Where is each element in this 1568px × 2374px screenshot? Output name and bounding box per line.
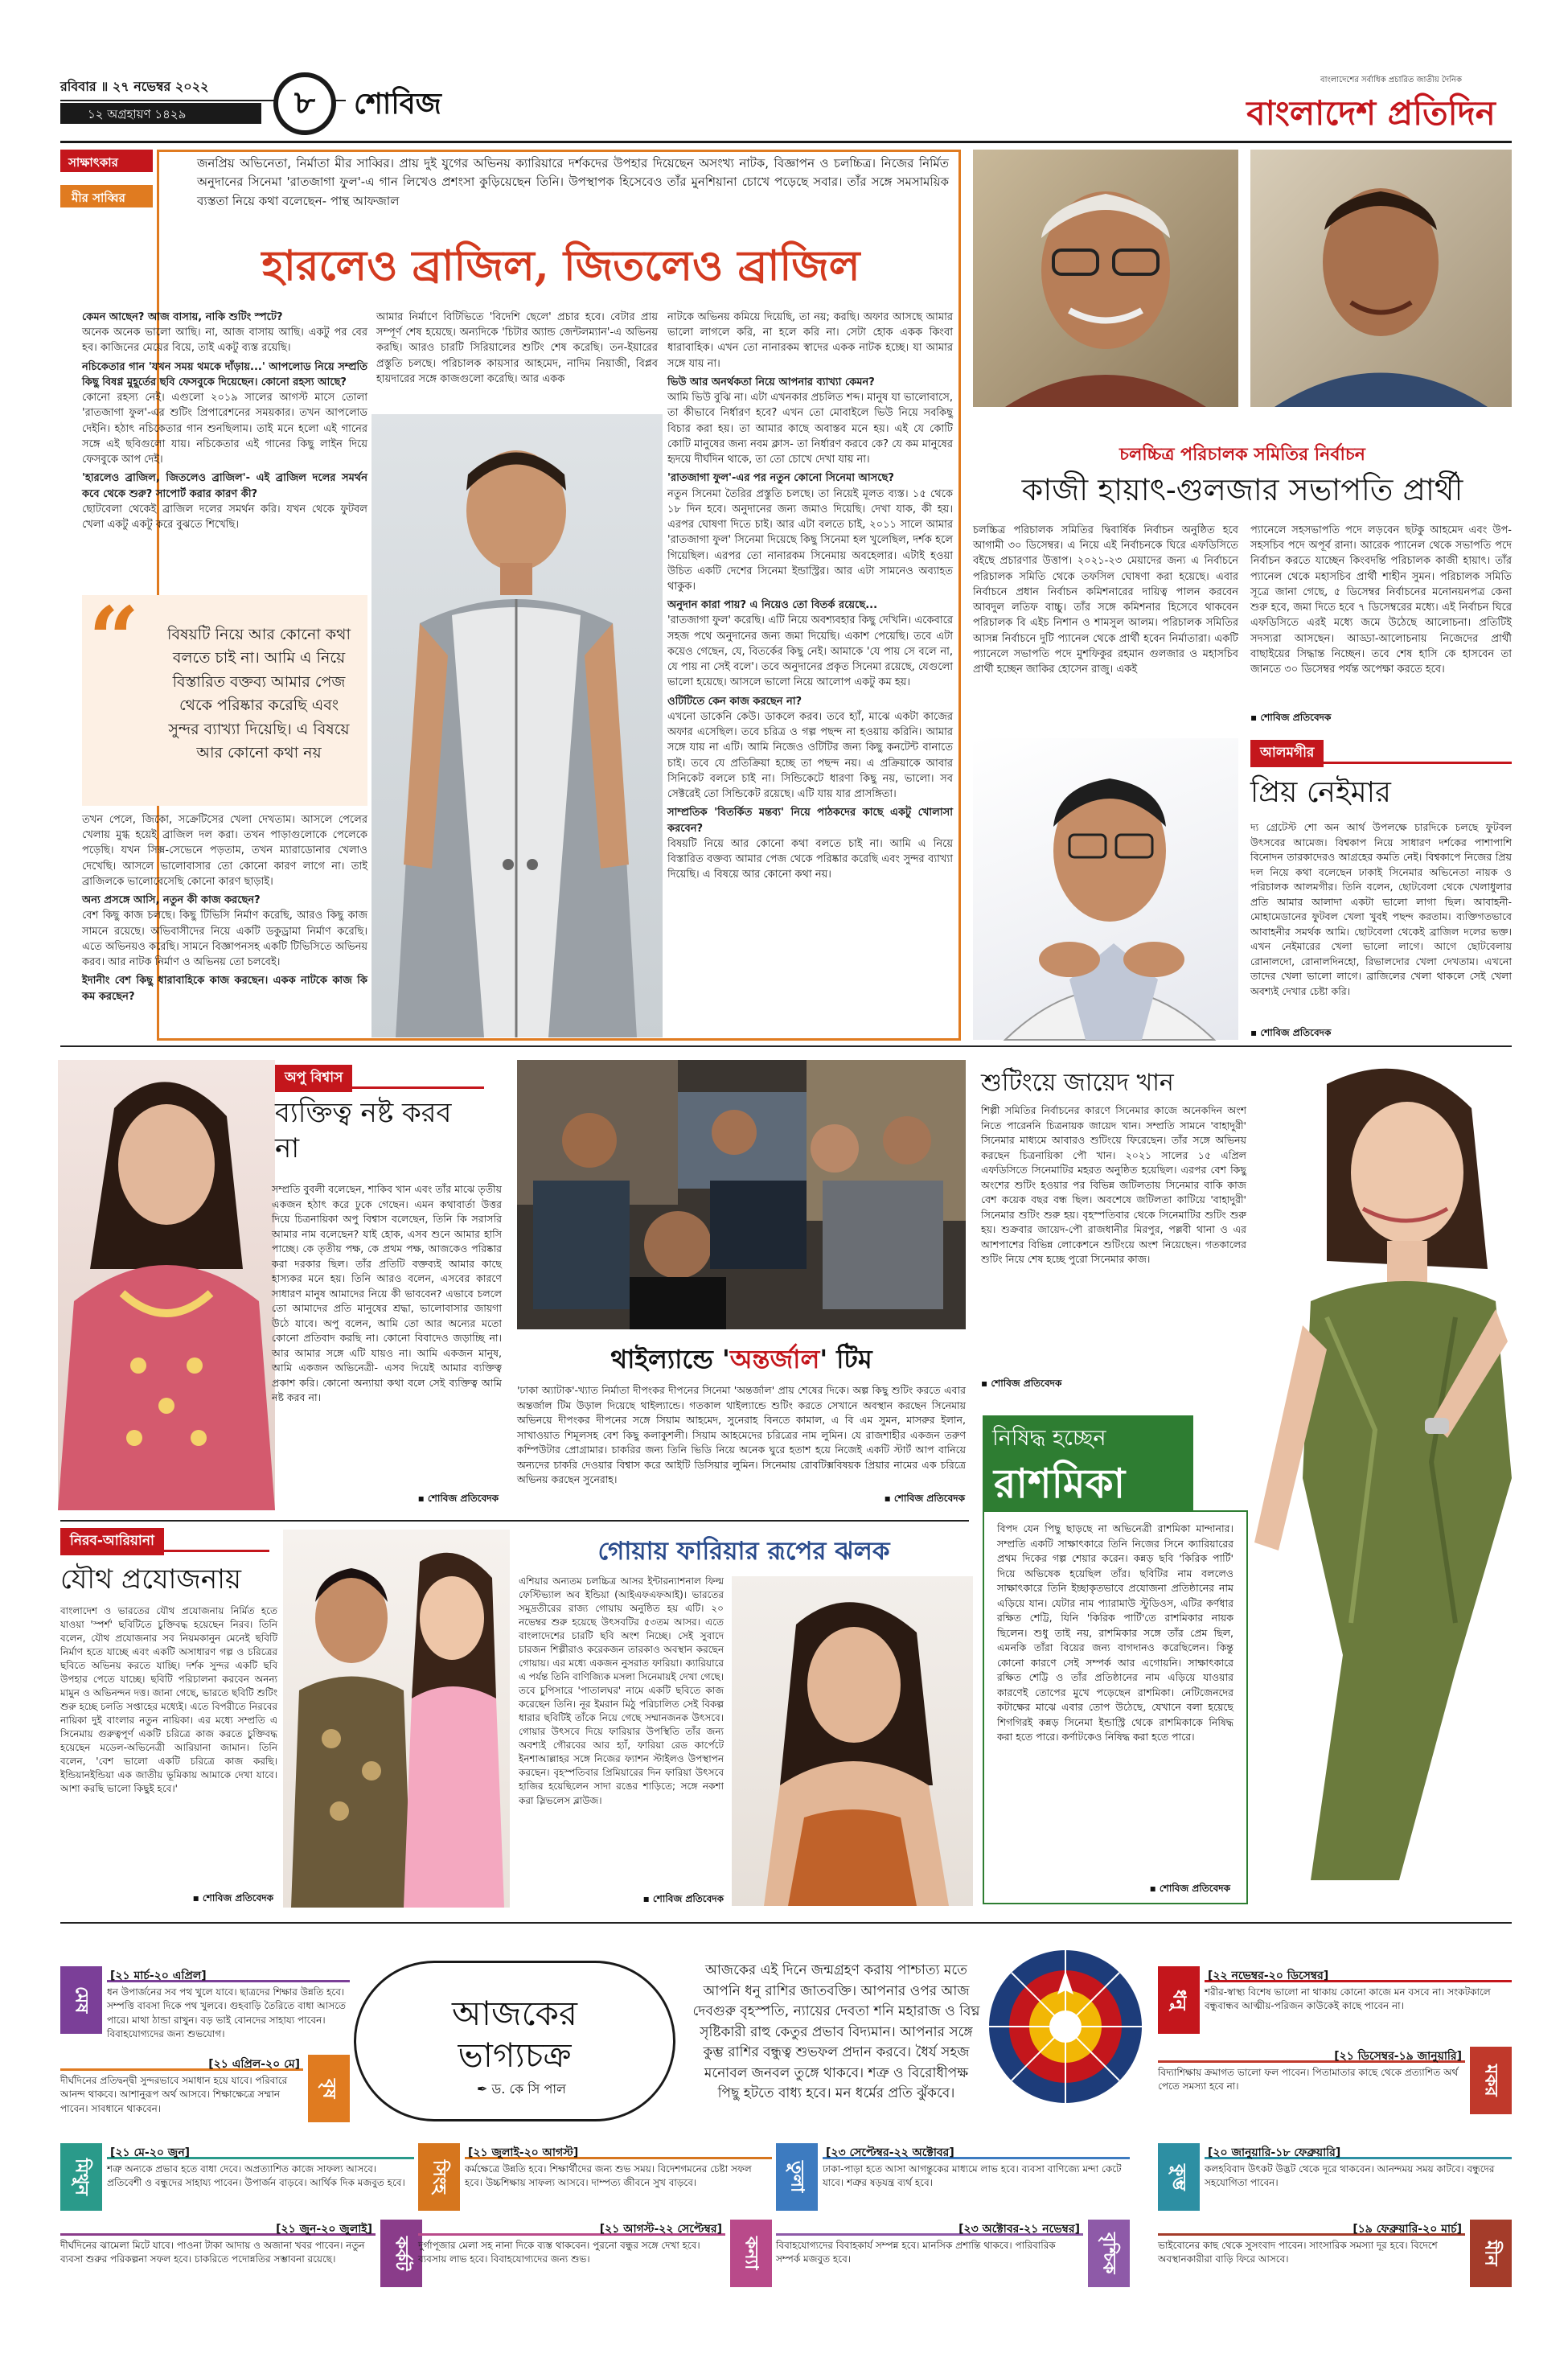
election-col2: প্যানেলে সহসভাপতি পদে লড়বেন ছটকু আহমেদ এবং উপ-সহসচিব পদে অপূর্ব রানা। আরেক প্যানেল থেকে সভাপতি পদে নির্বাচন করতে যাচ্ছেন কিংবদন্তি পরিচালক কাজী হায়াৎ। তাঁর প্যানেল থেকে মহাসচিব প্রার্থী শাহীন সুমন। পরিচালক সমিতি সূত্রে জানা গেছে, ৫ ডিসেম্বর নির্বাচনের মনোনয়নপত্র কেনা শুরু হবে, জমা দিতে হবে ৭ ডিসেম্বরের মধ্যে। এই নির্বাচন ঘিরে এফডিসিতে এরই মধ্যে জমে উঠেছে আলোচনা। প্রতিটিই সদস্যরা আসছেন। আড্ডা-আলোচনায় নিজেদের প্রার্থী বাছাইয়ের সিদ্ধান্ত নিচ্ছেন। তবে শেষ হাসি কে হাসবেন তা জানতে ৩০ ডিসেম্বর পর্যন্ত অপেক্ষা করতে হবে। [1250,524,1512,676]
zodiac-sign-date: [১৯ ফেব্রুয়ারি-২০ মার্চ] [1158,2220,1465,2236]
zodiac-sign-date: [২১ মে-২০ জুন] [107,2143,414,2159]
zodiac-sign-date: [২১ মার্চ-২০ এপ্রিল] [107,1966,350,1982]
zodiac-row [776,2220,1130,2290]
question: 'হারলেও ব্রাজিল, জিতলেও ব্রাজিল'- এই ব্রাজিল দলের সমর্থন কবে থেকে শুরু? সাপোর্ট করার কারণ কী? [82,472,367,500]
nirob-body: বাংলাদেশ ও ভারতের যৌথ প্রযোজনায় নির্মিত হতে যাওয়া 'স্পর্শ' ছবিটিতে চুক্তিবদ্ধ হয়েছেন নিরব। তিনি বলেন, যৌথ প্রযোজনার সব নিয়মকানুন মেনেই ছবিটি নির্মাণ হতে যাচ্ছে এবং একটি অসাধারণ গল্প ও চরিত্রের ছবিতে অভিনয় করতে যাচ্ছি। দর্শক সুন্দর একটি ছবি উপহার পেতে যাচ্ছে। ছবিটি পরিচালনা করবেন অনন্য মামুন ও অভিনন্দন দত্ত। জানা গেছে, ভারতে ছবিটি শুটিং শুরু হচ্ছে চলতি সপ্তাহের মধ্যেই। এতে বিপরীতে নিরবের নায়িকা দুই বাংলার নতুন নায়িকা। এর মধ্যে সম্প্রতি এ সিনেমায় গুরুত্বপূর্ণ একটি চরিত্রে কাজ করতে চুক্তিবদ্ধ হয়েছেন মডেল-অভিনেত্রী আরিয়ানা জামান। তিনি বলেন, 'বেশ ভালো একটি চরিত্রে কাজ করছি। ইন্ডিয়ানইন্ডিয়া এক জাতীয় ভূমিকায় আমাকে দেখা যাবে। আশা করছি ভালো কিছুই হবে।' [60,1605,277,1795]
zodiac-sign-name: ধনু [1158,1966,1200,2034]
zodiac-row [60,2055,350,2126]
zodiac-row [1158,1966,1512,2037]
section-divider [60,1045,1512,1047]
zodiac-sign-date: [২১ আগস্ট-২২ সেপ্টেম্বর] [418,2220,725,2236]
answer: তখন পেলে, জিকো, সক্রেটিসের খেলা দেখতাম। আসলে পেলের খেলায় মুগ্ধ হয়েই ব্রাজিল দল করা। তখন পাড়াগুলোকে পেলেকে পড়েছি। যখন সিক্স-সেভেনে পড়তাম, তখন ম্যারাডোনার খেলাও দেখেছি। আসলে ভালোবাসার তো কোনো কারণ লাগে না। তাই ব্রাজিলকে ভালোবেসেছি কোনো কারণ ছাড়াই। [82,814,367,888]
horoscope-intro: আজকের এই দিনে জন্মগ্রহণ করায় পাশ্চাত্য মতে আপনি ধনু রাশির জাতবক্তি। আপনার ওপর আজ দেবগুরু বৃহস্পতি, ন্যায়ের দেবতা শনি মহারাজ ও বিঘ্ন সৃষ্টিকারী রাহু কেতুর প্রভাব বিদ্যমান। আপনার সঙ্গে কুম্ভ রাশির বন্ধুত্ব শুভফল প্রদান করবে। ধৈর্য সহজ মনোবল জনবল তুঙ্গে থাকবে। শত্রু ও বিরোধীপক্ষ পিছু হটতে বাধ্য হবে। মন ধর্মের প্রতি ঝুঁকবে। [692,1962,980,2101]
interview-col3 [667,310,953,1037]
headline-part: ' টিম [819,1344,872,1374]
answer: এখনো ডাকেনি কেউ। ডাকলে করব। তবে হ্যাঁ, মাঝে একটা কাজের অফার এসেছিল। তবে চরিত্র ও গল্প পছন্দ না হওয়ায় করিনি। আমার সঙ্গে যায় না এটি। আমি নিজেও ওটিটির জন্য কিছু কনটেন্ট বানাতে চাই। তবে যে প্রতিক্রিয়া হচ্ছে তা পছন্দ নয়। এ প্রক্রিয়াকে আবার সিনিকেট বললে চাই না। সিন্ডিকেটে ধারণা কিছু নয়, ভালো। সব সেক্টরেই তো সিন্ডিকেট রয়েছে। এটি যায় যার প্রাসঙ্গিতা। [667,710,953,801]
zodiac-sign-text: বিবাহযোগ্যদের বিবাহকার্য সম্পন্ন হবে। মানসিক প্রশান্তি থাকবে। পারিবারিক সম্পর্ক মজবুত হবে। [776,2240,1056,2265]
faria-photo [732,1576,973,1906]
credit-text: শোবিজ প্রতিবেদক [991,1378,1062,1389]
apu-tag: অপু বিশ্বাস [275,1065,352,1092]
zodiac-sign-text: দীর্ঘদিনের ঝামেলা মিটে যাবে। পাওনা টাকা আদায় ও অজানা খবর পাবেন। নতুন ব্যবসা শুরুর পরিকল্পনা সফল হবে। চাকরিতে পদোন্নতির সম্ভাবনা রয়েছে। [60,2240,365,2265]
zodiac-row [60,2220,422,2290]
zodiac-sign-text: শত্রু অন্যকে প্রভাব হতে বাধা দেবে। অপ্রত্যাশিত কাজে সাফল্য আসবে। প্রতিবেশী ও বন্ধুদের সাহায্য পাবেন। উপার্জন বাড়বে। আর্থিক দিক মজবুত হবে। [107,2163,405,2189]
rashmika-credit: ▪ শোবিজ প্রতিবেদক [1149,1883,1230,1894]
horoscope-author: ✒ ড. কে সি পাল [477,2081,566,2097]
interview-author-tag: মীর সাব্বির [60,185,153,207]
rashmika-headline: রাশমিকা [983,1454,1193,1510]
zodiac-sign-text: ভাইবোনের কাছ থেকে সুসংবাদ পাবেন। সাংসারিক সমস্যা দূর হবে। বিদেশে অবস্থানকারীরা বাড়ি ফিরে আসবে। [1158,2240,1438,2265]
apu-tag-line [275,1065,484,1089]
question: নচিকেতার গান 'যখন সময় থমকে দাঁড়ায়...' আপলোড নিয়ে সম্প্রতি কিছু বিষণ্ণ মুহূর্তের ছবি ফেসবুকে দিয়েছেন। কোনো রহস্য আছে? [82,360,367,388]
credit-text: শোবিজ প্রতিবেদক [1260,1027,1332,1038]
question: 'রাতজাগা ফুল'-এর পর নতুন কোনো সিনেমা আসছে? [667,472,894,485]
header-bottom-rule [60,141,1512,143]
answer: নতুন সিনেমা তৈরির প্রস্তুতি চলছে। তা নিয়েই মূলত ব্যস্ত। ১৫ থেকে ১৮ দিন হবে। অনুদানের জন্য জমাও দিয়েছি। দেখা যাক, কী হয়। এরপর ঘোষণা দিতে চাই। আর এটা বলতে চাই, ২০১১ সালে আমার 'রাতজাগা ফুল' সিনেমা দিয়েছে কিছু সিনেমা হল খুলেছিল, দর্শক হলে গিয়েছিল। এরপর তো নানারকম সিনেমায় অবহেলার। এটাই হওয়া উচিত একটি দেশের সিনেমা ইন্ডাস্ট্রির। আর এটা সামনেও অব্যাহত থাকুক। [667,487,953,593]
answer: ছোটবেলা থেকেই ব্রাজিল দলের সমর্থন করি। যখন থেকে ফুটবল খেলা একটু একটু করে বুঝতে শিখেছি। [82,503,367,532]
zodiac-wheel-icon [985,1946,1146,2107]
apu-credit: ▪ শোবিজ প্রতিবেদক [417,1493,499,1504]
author-text: ড. কে সি পাল [491,2081,566,2097]
zodiac-row [418,2220,772,2290]
zodiac-sign-name: মকর [1470,2047,1512,2114]
zodiac-sign-date: [২৩ অক্টোবর-২১ নভেম্বর] [776,2220,1083,2236]
section-divider [60,1520,969,1522]
election-headline: কাজী হায়াৎ-গুলজার সভাপতি প্রার্থী [1021,472,1463,507]
interview-col1 [82,310,367,587]
zodiac-sign-date: [২১ জুলাই-২০ আগস্ট] [465,2143,772,2159]
alamgir-photo [973,738,1238,1040]
horoscope-title-box [354,1961,675,2121]
zodiac-row [1158,2220,1512,2290]
zodiac-sign-date: [২৩ সেপ্টেম্বর-২২ অক্টোবর] [823,2143,1130,2159]
credit-text: শোবিজ প্রতিবেদক [427,1493,499,1504]
header-day-date: রবিবার ॥ ২৭ নভেম্বর ২০২২ [60,79,209,94]
horoscope-title-b: ভাগ্যচক্র [458,2035,572,2075]
zodiac-sign-name: সিংহ [418,2143,460,2211]
zodiac-sign-name: কর্কট [380,2220,422,2287]
goa-body: এশিয়ার অন্যতম চলচ্চিত্র আসর ইন্টারন্যাশনাল ফিল্ম ফেস্টিভ্যাল অব ইন্ডিয়া (আইএফএফআই)। ভারতের সমুদ্রতীরের রাজ্য গোয়ায় অনুষ্ঠিত হয় এটি। ২০ নভেম্বর শুরু হয়েছে উৎসবটির ৫৩তম আসর। এতে বাংলাদেশের চারটি ছবি অংশ নিচ্ছে। সেই সুবাদে চারজন শিল্পীরাও করেকজন তারকাও অবস্থান করছেন গোয়ায়। এর মধ্যে একজন নুসরাত ফারিয়া। ক্যারিয়ারে এ পর্যন্ত তিনি বাণিজ্যিক মসলা সিনেমায়ই দেখা গেছে। তবে চুপিসারে 'পাতালঘর' নামে একটি ছবিতে কাজ করেছেন তিনি। নূর ইমরান মিঠু পরিচালিত সেই বিকল্প ধারার ছবিটিই তাঁকে নিয়ে গেছে সম্মানজনক উৎসবে। গোয়ার উৎসবে দিয়ে ফারিয়ার উপস্থিতি তাঁর জন্য অবশ্যই গৌরবের আর হ্যাঁ, ফারিয়া রেড কার্পেটে ইনশাআল্লাহর সঙ্গে নিজের ফ্যাশন স্টাইলও উপস্থাপন করছেন। বৃহস্পতিবার প্রিমিয়ারের দিন ফারিয়া উৎসবে হাজির হয়েছিলেন সাদা রঙের শাড়িতে; সঙ্গে নকশা করা স্লিভলেস ব্লাউজ। [519,1575,724,1806]
apu-body: সম্প্রতি বুবলী বলেছেন, শাকিব খান এবং তাঁর মাঝে তৃতীয় একজন হঠাৎ করে ঢুকে গেছেন। এমন কথাবার্তা উত্তর দিয়ে চিত্রনায়িকা অপু বিশ্বাস বলেছেন, তিনি কি সরাসরি আমার নাম বলেছেন? যাই হোক, এসব শুনে আমার হাসি পাচ্ছে। কে তৃতীয় পক্ষ, কে প্রথম পক্ষ, আজকেও পরিষ্কার করা দরকার ছিল। তাঁর প্রতিটি বক্তব্যই আমার কাছে হাস্যকর মনে হয়। তিনি আরও বলেন, এসবের কারণে সাধারণ মানুষ আমাদের নিয়ে কী ভাববেন? এভাবে চললে তো আমাদের প্রতি মানুষের শ্রদ্ধা, ভালোবাসার জায়গা উঠে যাবে। অপু বলেন, আমি তো আর অন্যের মতো কোনো প্রতিবাদ করছি না। কোনো বিবাদেও জড়াচ্ছি না। আর আমার সঙ্গে এটি যায়ও না। আমি একজন মানুষ, আমি একজন অভিনেত্রী- এসব দিয়েই আমার ব্যক্তিত্ব প্রকাশ করি। কোনো অন্যায়া কথা বলে সেই ব্যক্তিত্ব আমি নষ্ট করব না। [272,1183,502,1403]
zodiac-sign-text: ধন উপার্জনের সব পথ খুলে যাবে। ছাত্রদের শিক্ষার উন্নতি হবে। সম্পত্তি বাবসা দিকে পথ খুলবে। গুহবাড়ি তৈরিতে বাধা আসতে পারে। মাথা ঠান্ডা রাখুন। বড় ভাই বোনদের সাহায্য পাবেন। বিবাহযোগ্যদের জন্য শুভযোগ। [107,1986,347,2040]
zodiac-sign-name: মীন [1470,2220,1512,2287]
credit-text: শোবিজ প্রতিবেদক [652,1893,724,1904]
rashmika-body: বিপদ যেন পিছু ছাড়ছে না অভিনেত্রী রাশমিকা মান্দানার। সম্প্রতি একটি সাক্ষাৎকারে তিনি নিজের সিনে ক্যারিয়ারের প্রথম দিকের গল্প শেয়ার করেন। কন্নড় ছবি 'কিরিক পার্টি' দিয়ে অভিষেক হয়েছিল তাঁর। ছবিটির নাম বললেও সাক্ষাৎকারে তিনি ইচ্ছাকৃতভাবে প্রযোজনা প্রতিষ্ঠানের নাম এড়িয়ে যান। যেটার নাম প্যারামাউ স্টুডিওস, এটির কর্ণধার রক্ষিত শেট্টি, যিনি 'কিরিক পার্টি'তে রাশমিকার নায়ক ছিলেন। শুধু তাই নয়, রাশমিকার সঙ্গে তাঁর প্রেম ছিল, এমনকি তাঁরা বিয়ের জন্য বাগদানও করেছিলেন। কিন্তু কোনো কারণে সেই সম্পর্ক আর এগোয়নি। সাক্ষাৎকারে রক্ষিত শেট্টি ও তাঁর প্রতিষ্ঠানের নাম এড়িয়ে যাওয়ার কারণেই তোপের মুখে পড়েছেন রাশমিকা। নেটিজেনদের কটাক্ষের মাঝে এবার তোপ উঠেছে, যেখানে বলা হয়েছে শিগগিরই কন্নড় সিনেমা ইন্ডাস্ট্রি থেকে রাশমিকাকে নিষিদ্ধ করা হতে পারে। কর্ণাটকেও নিষিদ্ধ করা হতে পারে। [997,1522,1233,1743]
zodiac-sign-name: বৃষ [308,2055,350,2122]
zodiac-row [418,2143,772,2214]
antorjal-team-photo [517,1060,966,1329]
zodiac-sign-text: ঢাকা-পাড়া হতে আসা আগন্তুকের মাধ্যমে লাভ হবে। ব্যবসা বাণিজ্যে মন্দা কেটে যাবে। শত্রুর ষড়যন্ত্র ব্যর্থ হবে। [823,2163,1122,2189]
answer: অনেক অনেক ভালো আছি। না, আজ বাসায় আছি। একটু পর বের হব। কাজিনের মেয়ের বিয়ে, তাই একটু ব্যস্ত রয়েছি। [82,327,367,355]
apu-biswas-photo [58,1060,275,1510]
paper-logo: বাংলাদেশ প্রতিদিন [1246,93,1496,133]
paper-tagline: বাংলাদেশের সর্বাধিক প্রচারিত জাতীয় দৈনিক [1320,76,1462,84]
quote-mark-icon: “ [88,587,140,691]
zodiac-sign-text: দীর্ঘদিনের প্রতিদ্বন্দ্বী সুন্দরভাবে সমাধান হয়ে যাবে। পরিবারে আনন্দ থাকবে। আশানুরূপ অর্থ আসবে। শিক্ষাক্ষেত্রে সম্মান পাবেন। সাবধানে থাকবেন। [60,2075,288,2114]
answer: নাটকে অভিনয় কমিয়ে দিয়েছি, তা নয়; করছি। অফার আসছে আমার ভালো লাগলে করি, না হলে করি না। সেটা হোক একক কিংবা ধারাবাহিক। এখন তো নানারকম স্বাদের একক নাটক হচ্ছে। যা আমার সঙ্গে যায় না। [667,311,953,370]
rashmika-kicker: নিষিদ্ধ হচ্ছেন [983,1415,1193,1454]
answer: বেশ কিছু কাজ চলছে। কিছু টিভিসি নির্মাণ করেছি, আরও কিছু কাজ সামনে রয়েছে। অভিবাসীদের নিয়ে একটি ডকুড্রামা নির্মাণ করেছি। এতে অভিনয়ও করেছি। সামনে বিজ্ঞাপনসহ একটি টিভিসিতে অভিনয় করব। আর নাটক নির্মাণ ও অভিনয় তো চলবেই। [82,910,367,969]
credit-text: শোবিজ প্রতিবেদক [893,1493,965,1504]
page-number: ৮ [273,72,336,135]
election-col1: চলচ্চিত্র পরিচালক সমিতির দ্বিবার্ষিক নির্বাচন অনুষ্ঠিত হবে আগামী ৩০ ডিসেম্বর। এ নিয়ে এই নির্বাচনকে ঘিরে এফডিসিতে বইছে প্রচারণার উত্তাপ। ২০২১-২৩ মেয়াদের জন্য এ নির্বাচনে পরিচালক সমিতি থেকে তফসিল ঘোষণা করা হয়েছে। এবার নির্বাচনে প্রধান নির্বাচন কমিশনারের দায়িত্ব পালন করবেন আবদুল লতিফ বাচ্চু। তাঁর সঙ্গে কমিশনার হিসেবে থাকবেন পরিচালক বি এইচ নিশান ও শামসুল আলম। পরিচালক সমিতির আসন্ন নির্বাচনে দুটি প্যানেল থেকে প্রার্থী হবেন নির্মাতারা। একটি প্যানেলে সভাপতি পদে মুশফিকুর রহমান গুলজার ও মহাসচিব প্রার্থী হচ্ছেন জাকির হোসেন রাজু। একই [973,524,1238,676]
neymar-body: দ্য গ্রেটেস্ট শো অন আর্থ উপলক্ষে চারদিকে চলছে ফুটবল উৎসবের আমেজ। বিশ্বকাপ নিয়ে সাধারণ দর্শকের পাশাপাশি বিনোদন তারকাদেরও আগ্রহের কমতি নেই। বিশ্বকাপে নিজের প্রিয় দল নিয়ে কথা বলেছেন ঢাকাই সিনেমার অভিনেতা নায়ক ও পরিচালক আলমগীর। তিনি বলেন, ছোটবেলা থেকে খেলাধুলার প্রতি আমার আলাদা একটা ভালো লাগা ছিল। আবাহনী-মোহামেডানের ফুটবল খেলা খুবই পছন্দ করতাম। ব্যক্তিগতভাবে আবাহনীর সমর্থক আমি। ছোটবেলা থেকেই ব্রাজিল দলের ভক্ত। এখন নেইমারের খেলা ভালো লাগে। আগে ছোটবেলায় রোনালদো, রোনালদিনহো, রিভালদোর খেলা দেখতাম। এখনো তাদের খেলা ভালো লাগে। ব্রাজিলের খেলা থাকলে সেই খেলা অবশ্যই দেখার চেষ্টা করি। [1250,821,1512,997]
nirob-credit: ▪ শোবিজ প্রতিবেদক [192,1892,273,1904]
page-header [0,0,1568,145]
apu-headline: ব্যক্তিত্ব নষ্ট করব না [275,1097,452,1165]
zodiac-sign-text: শরীর-স্বাস্থ্য বিশেষ ভালো না থাকায় কোনো কাজে মন বসবে না। সংকটকালে বন্ধুবান্ধব আত্মীয়-পরিজন কাউকেই কাছে পাবেন না। [1205,1986,1491,2012]
zodiac-sign-name: তুলা [776,2143,818,2211]
question: ওটিটিতে কেন কাজ করছেন না? [667,695,802,708]
question: সাম্প্রতিক 'বিতর্কিত মন্তব্য' নিয়ে পাঠকদের কাছে একটু খোলাসা করবেন? [667,807,953,835]
thailand-credit: ▪ শোবিজ প্রতিবেদক [884,1493,965,1504]
zodiac-sign-date: [২২ নভেম্বর-২০ ডিসেম্বর] [1205,1966,1512,1982]
zodiac-row [60,2143,414,2214]
goa-credit: ▪ শোবিজ প্রতিবেদক [642,1893,724,1904]
zodiac-sign-text: দুর্গাপূজার মেলা সহ নানা দিকে ব্যস্ত থাকবেন। পুরনো বন্ধুর সঙ্গে দেখা হবে। ব্যবসায় লাভ হবে। বিবাহযোগ্যদের জন্য শুভ। [418,2240,700,2265]
question: অনুদান কারা পায়? এ নিয়েও তো বিতর্ক রয়েছে... [667,599,878,612]
zodiac-sign-name: মেষ [60,1966,102,2034]
header-bangla-date: ১২ অগ্রহায়ণ ১৪২৯ [60,103,261,124]
goa-headline: গোয়ায় ফারিয়ার রূপের ঝলক [597,1537,890,1566]
zayed-credit: ▪ শোবিজ প্রতিবেদক [981,1378,1062,1389]
zodiac-sign-name: মিথুন [60,2143,102,2211]
answer: বিষয়টি নিয়ে আর কোনো কথা বলতে চাই না। আমি এ নিয়ে বিস্তারিত বক্তব্য আমার পেজ থেকে পরিষ্কার করেছি এবং সুন্দর ব্যাখ্যা দিয়েছি। এ বিষয়ে আর কোনো কথা নয়। [667,837,953,881]
zodiac-sign-date: [২১ এপ্রিল-২০ মে] [60,2055,303,2071]
section-divider [60,1922,1512,1924]
neymar-tag: আলমগীর [1250,740,1324,767]
question: কেমন আছেন? আজ বাসায়, নাকি শুটিং স্পটে? [82,311,283,323]
headline-highlight: অন্তর্জাল [729,1344,820,1374]
zodiac-sign-date: [২০ জানুয়ারি-১৮ ফেব্রুয়ারি] [1205,2143,1512,2159]
zodiac-sign-text: বিদ্যাশিক্ষায় ক্রমাগত ভালো ফল পাবেন। পিতামাতার কাছে থেকে প্রত্যাশিত অর্থ পেতে সমস্যা হবে না। [1158,2067,1459,2093]
neymar-tag-line [1250,740,1512,764]
nirob-tag: নিরব-আরিয়ানা [60,1528,164,1555]
answer: কোনো রহস্য নেই। এগুলো ২০১৯ সালের আগস্ট মাসে তোলা 'রাতজাগা ফুল'-এর শুটিং প্রিপারেশনের সময়কার। তখন আপলোড দেইনি। হঠাৎ নচিকেতার গান শুনছিলাম। তাই মনে হলো এই গানের সঙ্গে এই ছবিগুলো যায়। নচিকেতার এই গানের কিছু লাইন দিয়ে ফেসবুকে আপ দেই। [82,392,367,466]
election-credit: ▪ শোবিজ প্রতিবেদক [1250,712,1332,723]
interview-col1-bottom [82,812,367,1037]
zayed-headline: শুটিংয়ে জায়েদ খান [981,1069,1174,1097]
credit-text: শোবিজ প্রতিবেদক [1159,1883,1230,1894]
zodiac-row [776,2143,1130,2214]
zodiac-sign-date: [২১ ডিসেম্বর-১৯ জানুয়ারি] [1158,2047,1465,2063]
nirob-headline: যৌথ প্রযোজনায় [60,1563,242,1596]
interview-tag: সাক্ষাৎকার [60,150,153,172]
question: ইদানীং বেশ কিছু ধারাবাহিকে কাজ করছেন। একক নাটকে কাজ কি কম করছেন? [82,975,367,1003]
horoscope-title-a: আজকের [452,1994,577,2033]
zodiac-sign-text: কর্মক্ষেত্রে উন্নতি হবে। শিক্ষার্থীদের জন্য শুভ সময়। বিদেশগমনের চেষ্টা সফল হবে। উচ্চশিক্ষায় সাফল্য আসবে। দাম্পত্য জীবনে সুখ বাড়বে। [465,2163,752,2189]
question: ভিউ আর অনর্থকতা নিয়ে আপনার ব্যাখ্যা কেমন? [667,376,875,388]
neymar-headline: প্রিয় নেইমার [1250,776,1391,809]
nirob-ariyana-photo [283,1530,510,1908]
zodiac-row [1158,2143,1512,2214]
zodiac-row [60,1966,350,2040]
zayed-body: শিল্পী সমিতির নির্বাচনের কারণে সিনেমার কাজে অনেকদিন অংশ নিতে পারেননি চিত্রনায়ক জায়েদ খান। সম্প্রতি সামনে 'বাহাদুরী' সিনেমার মাধ্যমে আবারও শুটিংয়ে ফিরেছেন। তাঁর সঙ্গে অভিনয় করছেন চিত্রনায়িকা পৌ খান। ২০২১ সালের ১৫ এপ্রিল এফডিসিতে সিনেমাটির মহরত অনুষ্ঠিত হয়েছিল। এরপর বেশ কিছু অংশের শুটিং হওয়ার পর বিভিন্ন জটিলতায় সিনেমার বাকি কাজ বেশ কয়েক বছর বন্ধ ছিল। অবশেষে জটিলতা কাটিয়ে 'বাহাদুরী' সিনেমার শুটিং শুরু হয়। বৃহস্পতিবার থেকে সিনেমাটির শুটিং শুরু হয়। শুক্রবার জায়েদ-পৌ রাজধানীর মিরপুর, পল্লবী থানা ও এর আশপাশের বিভিন্ন লোকেশনে শুটিংয়ে অংশ নিয়েছেন। গতকালের শুটিং নিয়ে শেষ হচ্ছে পুরো সিনেমার কাজ। [981,1104,1246,1265]
question: অন্য প্রসঙ্গে আসি, নতুন কী কাজ করছেন? [82,894,261,907]
credit-text: শোবিজ প্রতিবেদক [1260,712,1332,723]
interview-col2-top: আমার নির্মাণে বিটিভিতে 'বিদেশি ছেলে' প্রচার হবে। বেটার প্রায় সম্পূর্ণ শেষ হয়েছে। অন্যদিকে 'চিটার অ্যান্ড জেন্টলম্যান'-এ অভিনয় করছি। আরও চারটি সিরিয়ালের শুটিং শেষ করেছি। তন-ইয়ারের প্রস্তুতি চলছে। পরিচালক কায়সার আহমেদ, নাদিম নিয়াজী, বিপ্লব হায়দারের সঙ্গে কাজগুলো করেছি। আর একক [376,311,658,385]
neymar-credit: ▪ শোবিজ প্রতিবেদক [1250,1027,1332,1038]
rashmika-box [983,1510,1248,1904]
thailand-headline [517,1339,966,1376]
credit-text: শোবিজ প্রতিবেদক [202,1892,273,1904]
zodiac-sign-date: [২১ জুন-২০ জুলাই] [60,2220,376,2236]
headline-part: থাইল্যান্ডে ' [610,1344,730,1374]
answer: 'রাতজাগা ফুল' করেছি। এটি নিয়ে অবশ্যবহার কিছু দেখিনি। একেবারে সহজ পথে অনুদানের জন্য জমা দিয়েছি। একাশ পেয়েছি। তবে এটা কয়েও গেছেন, যে, বিতর্কের কিছু নেই। আমাকে 'যে পায় সে বলে না, যে পায় না সেই বলে'। তবে অনুদানের প্রকৃত সিনেমা রয়েছে, যেগুলো ভালো হয়েছে। আসলে ভালো নিয়ে আলোপ একটু কম হয়। [667,614,953,689]
answer: আমি ভিউ বুঝি না। এটা এখনকার প্রচলিত শব্দ। মানুষ যা ভালোবাসে, তা কীভাবে নির্ধারণ হবে? এখন তো মোবাইলে ভিউ নিয়ে সবকিছু বিচার করা হয়। তা আমার কাছে অবাস্তব মনে হয়। এই যে কোটি কোটি মানুষের জন্য নবম ক্লাস- তা নির্ধারণ করবে কে? যে কম মানুষের হৃদয়ে দীর্ঘদিন থাকে, তা তো চোখে দেখা যায় না। [667,392,953,466]
mir-sabbir-photo [371,414,663,1037]
gulzar-photo [1250,150,1512,407]
zodiac-sign-text: কলহবিবাদ উৎকট উদ্ভট থেকে দূরে থাকবেন। আনন্দময় সময় কাটবে। বন্ধুদের সহযোগিতা পাবেন। [1205,2163,1495,2189]
section-title: শোবিজ [354,87,441,121]
interview-intro: জনপ্রিয় অভিনেতা, নির্মাতা মীর সাব্বির। প্রায় দুই যুগের অভিনয় ক্যারিয়ারে দর্শকদের উপহার দিয়েছেন অসংখ্য নাটক, বিজ্ঞাপন ও চলচ্চিত্র। নিজের নির্মিত অনুদানের সিনেমা 'রাতজাগা ফুল'-এ গান লিখেও প্রশংসা কুড়িয়েছেন তিনি। উপস্থাপক হিসেবেও তাঁর মুনশিয়ানা চোখে পড়েছে সবার। তাঁর সঙ্গে সমসাময়িক ব্যস্ততা নিয়ে কথা বলেছেন- পান্থ আফজাল [197,156,949,208]
kazi-hayat-photo [973,150,1238,407]
pull-quote-box [82,587,367,806]
interview-headline: হারলেও ব্রাজিল, জিতলেও ব্রাজিল [261,241,860,290]
pull-quote-text: বিষয়টি নিয়ে আর কোনো কথা বলতে চাই না। আমি এ নিয়ে বিস্তারিত বক্তব্য আমার পেজ থেকে পরিষ্কার করেছি এবং সুন্দর ব্যাখ্যা দিয়েছি। এ বিষয়ে আর কোনো কথা নয় [167,626,351,762]
zodiac-row [1158,2047,1512,2117]
thailand-body: 'ঢাকা অ্যাটাক'-খ্যাত নির্মাতা দীপংকর দীপনের সিনেমা 'অন্তর্জাল' প্রায় শেষের দিকে। অল্প কিছু শুটিং করতে এবার অন্তর্জাল টিম উড়াল দিয়েছে থাইল্যান্ডে। গতকাল থাইল্যান্ডে শুটিং করতে সেখানে অবস্থান করছেন সিনেমায় অভিনয়ে দীপংকর দীপনের সঙ্গে সিয়াম আহমেদ, সুনেরাহ বিনতে কামাল, এ বি এম সুমন, মাসরুর ইলান, সাখাওয়াত শিমূলসহ বেশ কিছু কলাকুশলী। সিয়াম আহমেদের চরিত্রের নাম লুমিন। যে রাজশাহীর একজন তরুণ কম্পিউটার প্রোগ্রামার। চাকরির জন্য তিনি ভিডি নিয়ে অনেক ঘুরে হতাশ হয়ে নিজেই একটি স্টার্ট আপ বানিয়ে অন্যদের চাকরি দেওয়ার বিশ্বাস করে আইটি ডিসিয়ার লুমিন। সিনেমায় রোবটিক্সবিষয়ক প্রিয়ার নামের এক চরিত্রে অভিনয় করছেন সুনেরাহ। [517,1384,966,1485]
zodiac-sign-name: কুম্ভ [1158,2143,1200,2211]
nirob-tag-line [60,1528,269,1552]
election-kicker: চলচ্চিত্র পরিচালক সমিতির নির্বাচন [1119,445,1365,465]
zodiac-sign-name: কন্যা [730,2220,772,2287]
zodiac-sign-name: বৃশ্চিক [1088,2220,1130,2287]
